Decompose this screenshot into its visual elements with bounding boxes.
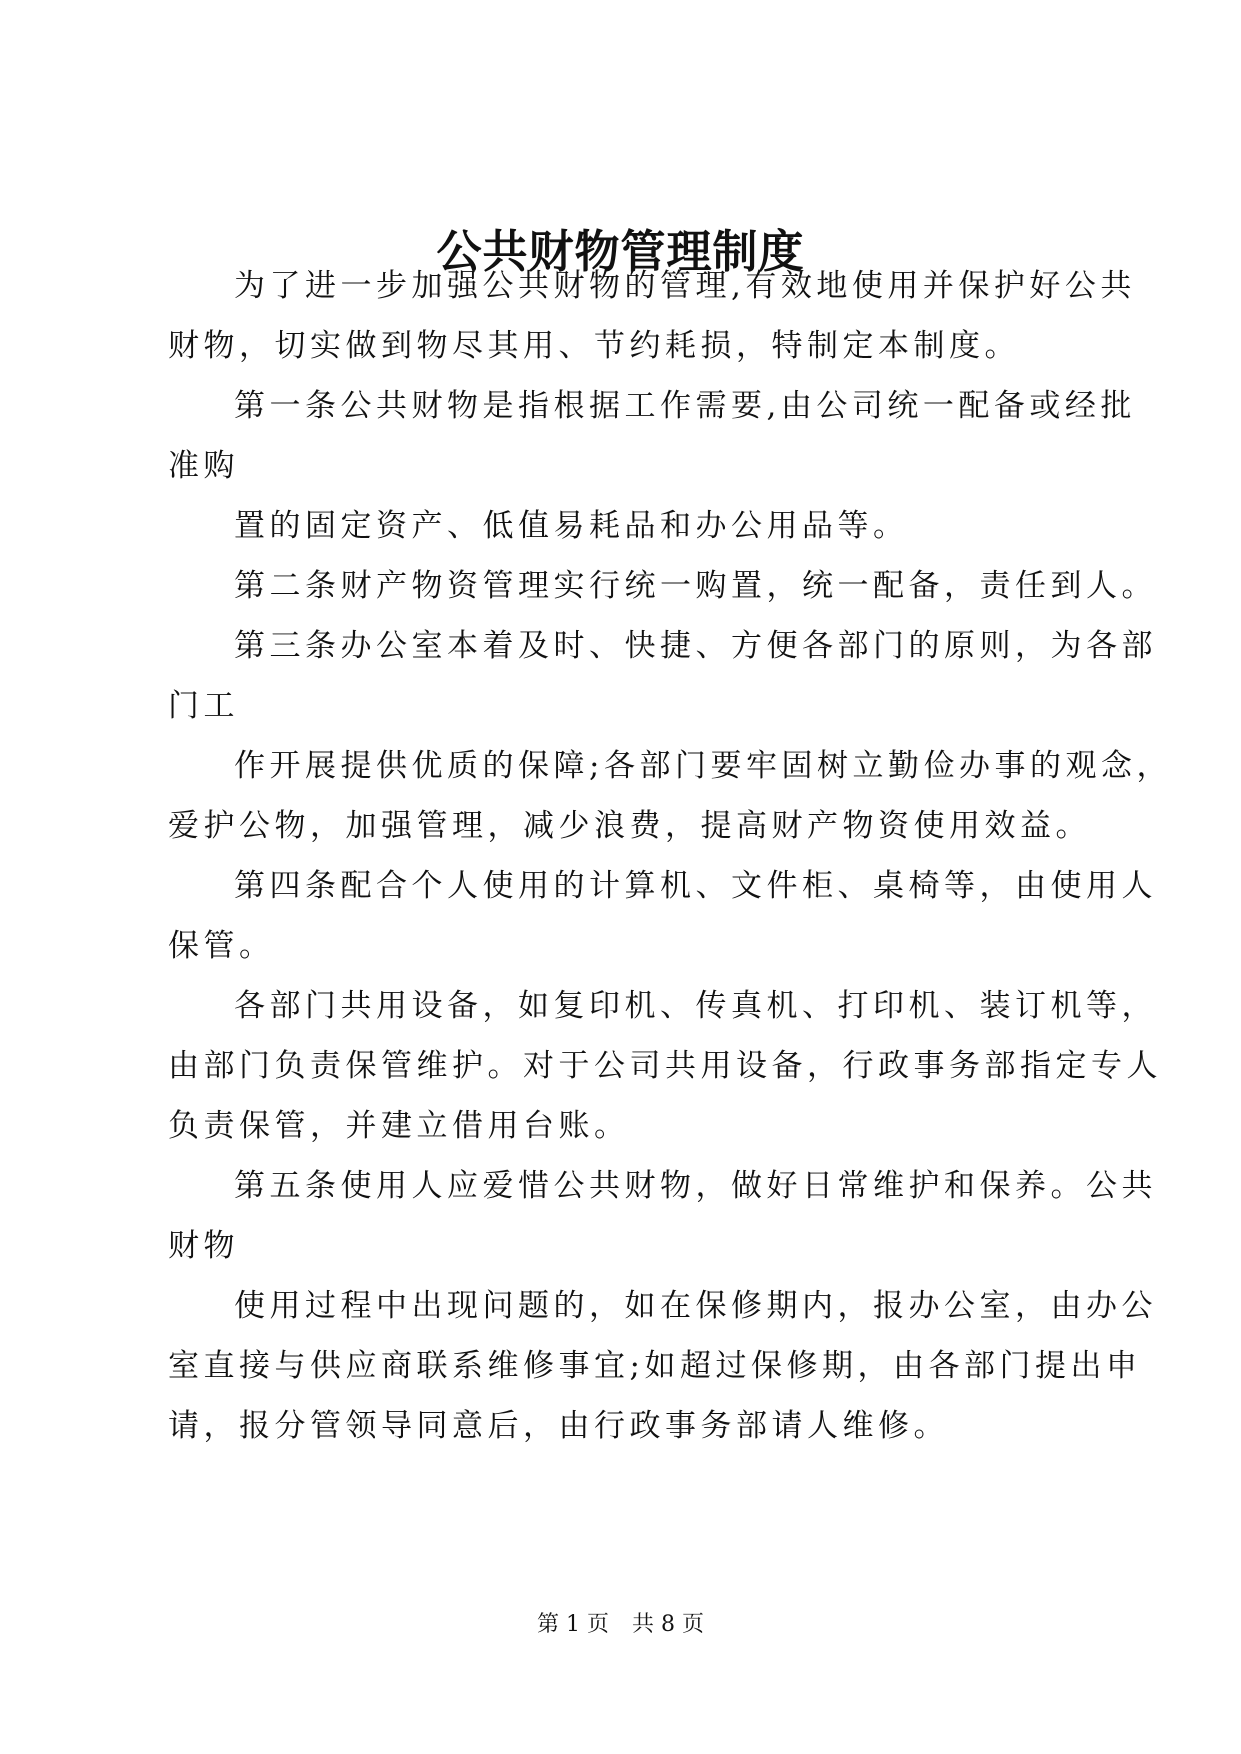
body-line: 第三条办公室本着及时、快捷、方便各部门的原则，为各部 — [234, 628, 1157, 664]
body-line: 作开展提供优质的保障;各部门要牢固树立勤俭办事的观念， — [234, 748, 1172, 784]
body-line: 使用过程中出现问题的，如在保修期内，报办公室，由办公 — [234, 1288, 1157, 1324]
body-line: 第四条配合个人使用的计算机、文件柜、桌椅等，由使用人 — [234, 868, 1157, 904]
body-line: 第二条财产物资管理实行统一购置，统一配备，责任到人。 — [234, 568, 1157, 604]
document-title: 公共财物管理制度 — [436, 225, 805, 278]
body-line: 财物，切实做到物尽其用、节约耗损，特制定本制度。 — [168, 328, 1020, 364]
body-line: 室直接与供应商联系维修事宜;如超过保修期，由各部门提出申 — [168, 1348, 1142, 1384]
body-line: 由部门负责保管维护。对于公司共用设备，行政事务部指定专人 — [168, 1048, 1162, 1084]
body-line: 第五条使用人应爱惜公共财物，做好日常维护和保养。公共 — [234, 1168, 1157, 1204]
body-line: 各部门共用设备，如复印机、传真机、打印机、装订机等， — [234, 988, 1157, 1024]
body-line: 门工 — [168, 688, 239, 724]
body-line: 置的固定资产、低值易耗品和办公用品等。 — [234, 508, 909, 544]
body-line: 爱护公物，加强管理，减少浪费，提高财产物资使用效益。 — [168, 808, 1091, 844]
page-total: 共 8 页 — [632, 1612, 704, 1637]
body-line: 财物 — [168, 1228, 239, 1264]
page-footer — [0, 1610, 1241, 1640]
body-line: 请，报分管领导同意后，由行政事务部请人维修。 — [168, 1408, 949, 1444]
body-line: 为了进一步加强公共财物的管理,有效地使用并保护好公共 — [234, 268, 1136, 304]
body-line: 保管。 — [168, 928, 275, 964]
body-line: 负责保管，并建立借用台账。 — [168, 1108, 630, 1144]
page-number: 第 1 页 — [537, 1612, 609, 1637]
body-line: 准购 — [168, 448, 239, 484]
body-line: 第一条公共财物是指根据工作需要,由公司统一配备或经批 — [234, 388, 1136, 424]
